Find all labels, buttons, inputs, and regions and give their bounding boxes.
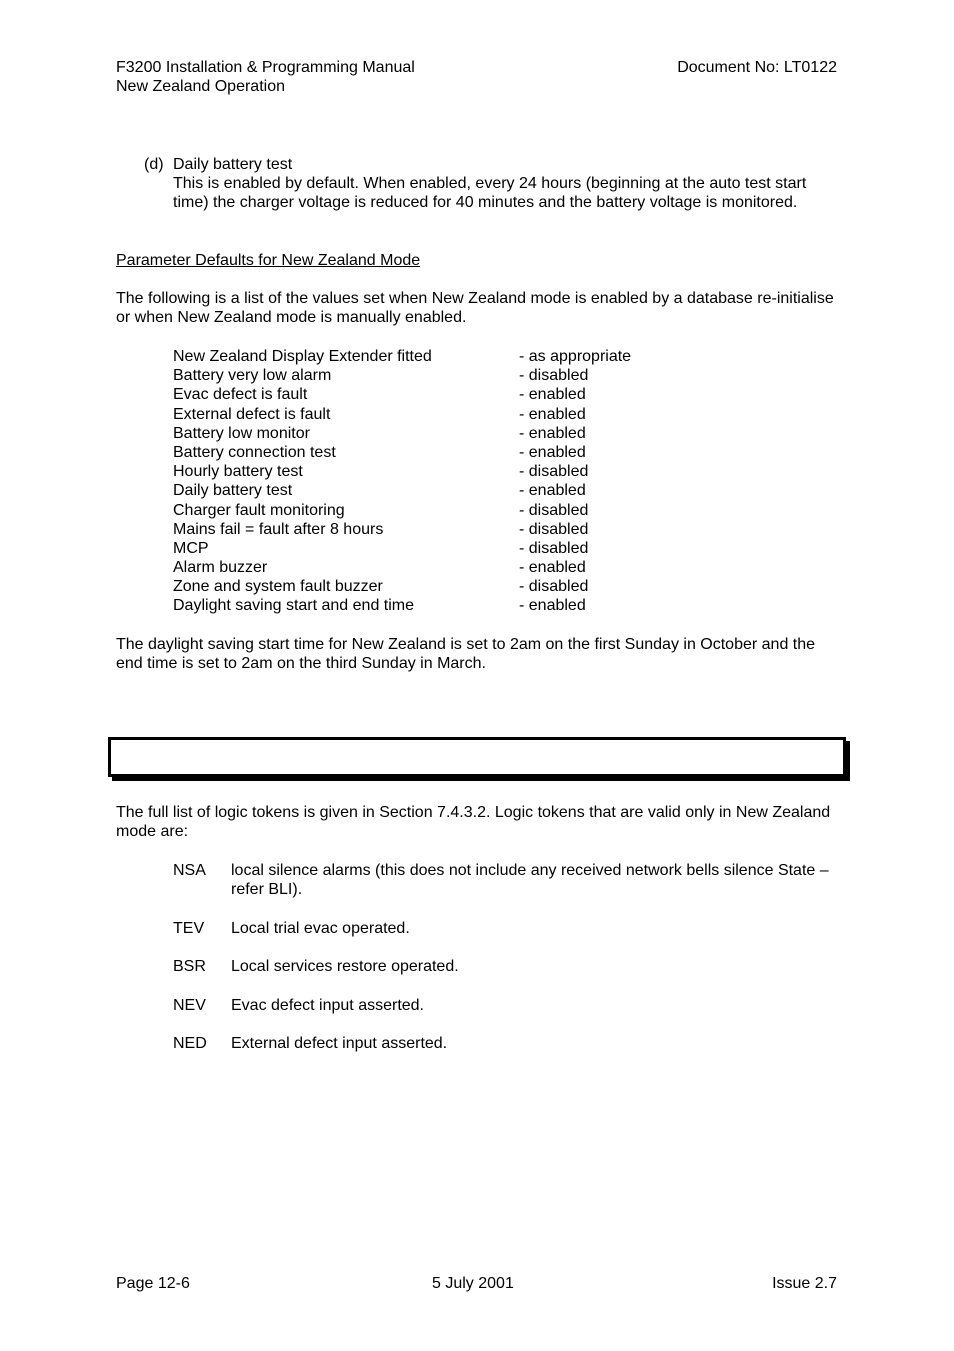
param-value: - enabled — [519, 386, 586, 404]
param-name: Battery connection test — [173, 443, 336, 461]
param-name: Alarm buzzer — [173, 559, 268, 577]
param-value: - disabled — [519, 463, 589, 481]
param-name: Evac defect is fault — [173, 386, 308, 404]
param-row — [173, 481, 693, 500]
section-heading-box — [108, 737, 846, 777]
param-row — [173, 347, 693, 366]
param-row — [173, 501, 693, 520]
param-value: - disabled — [519, 578, 589, 596]
token-code: BSR — [173, 958, 206, 975]
param-row — [173, 596, 693, 615]
param-value: - disabled — [519, 539, 589, 557]
token-description: Evac defect input asserted. — [231, 997, 424, 1014]
param-row — [173, 405, 693, 424]
document-date: 5 July 2001 — [432, 1275, 514, 1292]
param-value: - enabled — [519, 482, 586, 500]
param-row — [173, 443, 693, 462]
param-value: - enabled — [519, 597, 586, 615]
document-number: Document No: LT0122 — [677, 59, 837, 76]
param-name: Daily battery test — [173, 482, 293, 500]
param-row — [173, 462, 693, 481]
token-description: Local services restore operated. — [231, 958, 459, 975]
param-value: - as appropriate — [519, 348, 632, 365]
param-row — [173, 366, 693, 385]
param-row — [173, 577, 693, 596]
issue-number: Issue 2.7 — [772, 1275, 837, 1292]
page-number: Page 12-6 — [116, 1275, 190, 1292]
param-name: Charger fault monitoring — [173, 501, 345, 519]
token-code: NED — [173, 1035, 207, 1052]
token-description: local silence alarms (this does not include any received network bells silence State – refer BLI). — [231, 862, 829, 899]
param-row — [173, 539, 693, 558]
list-item-label: (d) — [144, 156, 164, 173]
param-name: New Zealand Display Extender fitted — [173, 348, 432, 365]
page-header-left — [116, 58, 415, 96]
param-name: MCP — [173, 539, 209, 557]
param-name: Zone and system fault buzzer — [173, 578, 383, 596]
section-title: Parameter Defaults for New Zealand Mode — [116, 252, 421, 269]
param-row — [173, 520, 693, 539]
list-item-body: This is enabled by default. When enabled, every 24 hours (beginning at the auto test start time) the charger voltage is reduced for 40 minutes and the battery voltage is monitored. — [173, 175, 807, 212]
manual-subtitle: New Zealand Operation — [116, 78, 285, 96]
param-value: - enabled — [519, 424, 586, 442]
logic-tokens-intro: The full list of logic tokens is given in Section 7.4.3.2. Logic tokens that are valid only in New Zealand mode are: — [116, 804, 831, 841]
parameter-list — [173, 347, 693, 616]
param-name: Daylight saving start and end time — [173, 597, 415, 615]
intro-paragraph: The following is a list of the values set when New Zealand mode is enabled by a database re-initialise or when New Zealand mode is manually enabled. — [116, 290, 834, 327]
param-name: Hourly battery test — [173, 463, 303, 481]
token-code: NSA — [173, 862, 206, 879]
param-value: - enabled — [519, 443, 586, 461]
param-name: Battery low monitor — [173, 424, 310, 442]
manual-title: F3200 Installation & Programming Manual — [116, 59, 415, 76]
param-row — [173, 385, 693, 404]
token-description: External defect input asserted. — [231, 1035, 448, 1052]
param-name: Battery very low alarm — [173, 367, 332, 385]
param-name: External defect is fault — [173, 405, 331, 423]
token-code: TEV — [173, 920, 205, 937]
param-value: - disabled — [519, 520, 589, 538]
param-row — [173, 558, 693, 577]
param-value: - enabled — [519, 559, 586, 577]
token-code: NEV — [173, 997, 206, 1014]
param-row — [173, 424, 693, 443]
list-item-title: Daily battery test — [173, 156, 293, 173]
token-description: Local trial evac operated. — [231, 920, 410, 937]
param-value: - disabled — [519, 367, 589, 385]
daylight-saving-paragraph: The daylight saving start time for New Zealand is set to 2am on the first Sunday in October and the end time is set to 2am on the third Sunday in March. — [116, 636, 816, 673]
param-value: - disabled — [519, 501, 589, 519]
param-name: Mains fail = fault after 8 hours — [173, 520, 384, 538]
param-value: - enabled — [519, 405, 586, 423]
